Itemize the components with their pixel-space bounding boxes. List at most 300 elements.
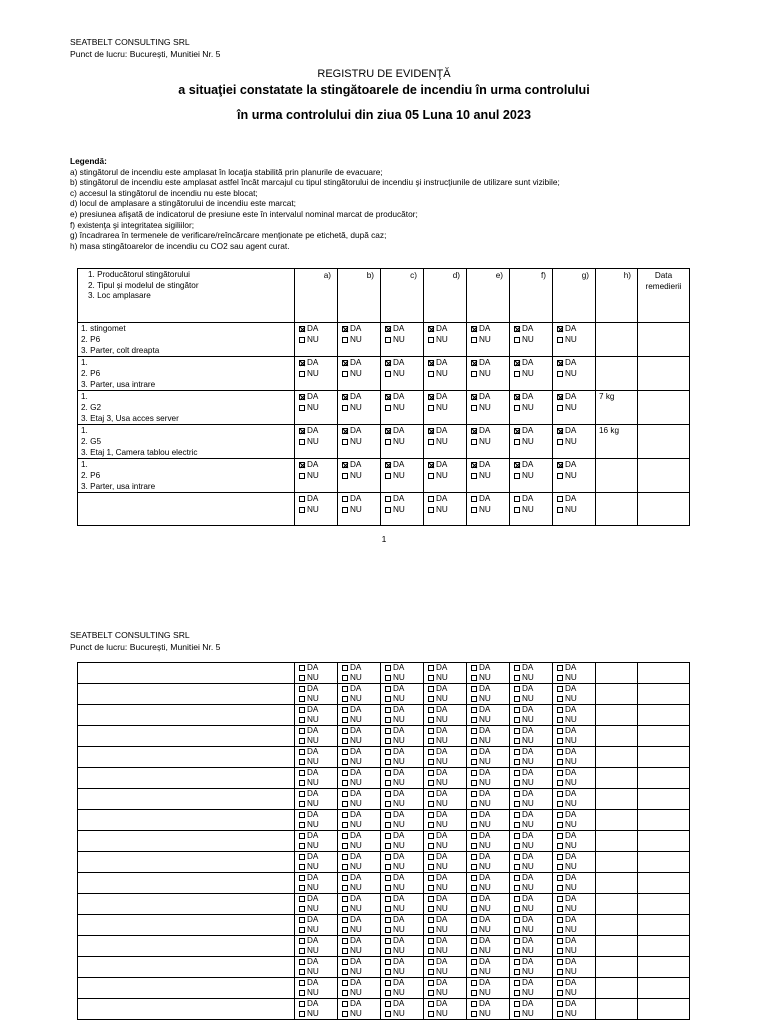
- empty-box-icon[interactable]: [514, 371, 520, 377]
- checked-box-icon[interactable]: [471, 462, 477, 468]
- unchecked-option[interactable]: [341, 957, 380, 967]
- unchecked-option[interactable]: [341, 694, 380, 704]
- unchecked-option[interactable]: [298, 799, 337, 809]
- empty-box-icon[interactable]: [299, 864, 305, 870]
- unchecked-option[interactable]: [298, 936, 337, 946]
- unchecked-option[interactable]: [513, 757, 552, 767]
- unchecked-option[interactable]: [384, 789, 423, 799]
- unchecked-option[interactable]: [427, 715, 466, 725]
- unchecked-option[interactable]: [427, 673, 466, 683]
- unchecked-option[interactable]: [513, 988, 552, 998]
- unchecked-option[interactable]: [341, 493, 380, 504]
- unchecked-option[interactable]: [341, 904, 380, 914]
- empty-box-icon[interactable]: [342, 969, 348, 975]
- empty-box-icon[interactable]: [385, 1011, 391, 1017]
- empty-box-icon[interactable]: [557, 337, 563, 343]
- unchecked-option[interactable]: [341, 768, 380, 778]
- empty-box-icon[interactable]: [471, 801, 477, 807]
- unchecked-option[interactable]: [298, 957, 337, 967]
- unchecked-option[interactable]: [556, 852, 595, 862]
- unchecked-option[interactable]: [556, 999, 595, 1009]
- empty-box-icon[interactable]: [514, 473, 520, 479]
- empty-box-icon[interactable]: [385, 875, 391, 881]
- unchecked-option[interactable]: [470, 757, 509, 767]
- empty-box-icon[interactable]: [557, 371, 563, 377]
- unchecked-option[interactable]: [556, 936, 595, 946]
- unchecked-option[interactable]: [513, 663, 552, 673]
- empty-box-icon[interactable]: [342, 854, 348, 860]
- unchecked-option[interactable]: [470, 493, 509, 504]
- empty-box-icon[interactable]: [514, 439, 520, 445]
- empty-box-icon[interactable]: [557, 854, 563, 860]
- unchecked-option[interactable]: [298, 368, 337, 379]
- empty-box-icon[interactable]: [342, 927, 348, 933]
- empty-box-icon[interactable]: [557, 906, 563, 912]
- checked-box-icon[interactable]: [471, 360, 477, 366]
- empty-box-icon[interactable]: [428, 707, 434, 713]
- unchecked-option[interactable]: [384, 915, 423, 925]
- unchecked-option[interactable]: [427, 894, 466, 904]
- checked-box-icon[interactable]: [557, 462, 563, 468]
- empty-box-icon[interactable]: [557, 507, 563, 513]
- unchecked-option[interactable]: [513, 789, 552, 799]
- unchecked-option[interactable]: [341, 470, 380, 481]
- unchecked-option[interactable]: [513, 368, 552, 379]
- empty-box-icon[interactable]: [299, 917, 305, 923]
- unchecked-option[interactable]: [470, 1009, 509, 1019]
- empty-box-icon[interactable]: [342, 749, 348, 755]
- empty-box-icon[interactable]: [428, 906, 434, 912]
- empty-box-icon[interactable]: [299, 728, 305, 734]
- empty-box-icon[interactable]: [428, 822, 434, 828]
- empty-box-icon[interactable]: [299, 405, 305, 411]
- empty-box-icon[interactable]: [299, 717, 305, 723]
- empty-box-icon[interactable]: [557, 759, 563, 765]
- unchecked-option[interactable]: [341, 925, 380, 935]
- unchecked-option[interactable]: [513, 894, 552, 904]
- empty-box-icon[interactable]: [514, 980, 520, 986]
- unchecked-option[interactable]: [384, 694, 423, 704]
- unchecked-option[interactable]: [470, 334, 509, 345]
- unchecked-option[interactable]: [556, 504, 595, 515]
- empty-box-icon[interactable]: [385, 717, 391, 723]
- checked-box-icon[interactable]: [428, 360, 434, 366]
- unchecked-option[interactable]: [470, 841, 509, 851]
- empty-box-icon[interactable]: [514, 854, 520, 860]
- empty-box-icon[interactable]: [428, 1001, 434, 1007]
- empty-box-icon[interactable]: [342, 780, 348, 786]
- empty-box-icon[interactable]: [342, 770, 348, 776]
- unchecked-option[interactable]: [427, 1009, 466, 1019]
- unchecked-option[interactable]: [513, 915, 552, 925]
- unchecked-option[interactable]: [556, 334, 595, 345]
- empty-box-icon[interactable]: [385, 371, 391, 377]
- empty-box-icon[interactable]: [428, 717, 434, 723]
- unchecked-option[interactable]: [341, 789, 380, 799]
- unchecked-option[interactable]: [384, 436, 423, 447]
- empty-box-icon[interactable]: [342, 1001, 348, 1007]
- empty-box-icon[interactable]: [428, 1011, 434, 1017]
- empty-box-icon[interactable]: [342, 405, 348, 411]
- empty-box-icon[interactable]: [428, 780, 434, 786]
- empty-box-icon[interactable]: [299, 473, 305, 479]
- unchecked-option[interactable]: [513, 493, 552, 504]
- empty-box-icon[interactable]: [385, 927, 391, 933]
- empty-box-icon[interactable]: [471, 990, 477, 996]
- unchecked-option[interactable]: [427, 368, 466, 379]
- checked-option[interactable]: [556, 425, 595, 436]
- unchecked-option[interactable]: [384, 957, 423, 967]
- empty-box-icon[interactable]: [514, 875, 520, 881]
- unchecked-option[interactable]: [427, 705, 466, 715]
- empty-box-icon[interactable]: [557, 885, 563, 891]
- empty-box-icon[interactable]: [342, 875, 348, 881]
- empty-box-icon[interactable]: [471, 822, 477, 828]
- unchecked-option[interactable]: [341, 663, 380, 673]
- empty-box-icon[interactable]: [342, 917, 348, 923]
- unchecked-option[interactable]: [341, 1009, 380, 1019]
- empty-box-icon[interactable]: [557, 917, 563, 923]
- checked-box-icon[interactable]: [428, 462, 434, 468]
- empty-box-icon[interactable]: [385, 507, 391, 513]
- empty-box-icon[interactable]: [557, 822, 563, 828]
- unchecked-option[interactable]: [513, 873, 552, 883]
- unchecked-option[interactable]: [470, 673, 509, 683]
- checked-box-icon[interactable]: [514, 394, 520, 400]
- checked-option[interactable]: [556, 323, 595, 334]
- empty-box-icon[interactable]: [557, 927, 563, 933]
- empty-box-icon[interactable]: [385, 707, 391, 713]
- unchecked-option[interactable]: [513, 862, 552, 872]
- empty-box-icon[interactable]: [557, 439, 563, 445]
- unchecked-option[interactable]: [470, 904, 509, 914]
- unchecked-option[interactable]: [298, 705, 337, 715]
- empty-box-icon[interactable]: [385, 473, 391, 479]
- unchecked-option[interactable]: [556, 757, 595, 767]
- empty-box-icon[interactable]: [299, 875, 305, 881]
- empty-box-icon[interactable]: [471, 675, 477, 681]
- unchecked-option[interactable]: [470, 470, 509, 481]
- checked-option[interactable]: [298, 459, 337, 470]
- empty-box-icon[interactable]: [385, 822, 391, 828]
- empty-box-icon[interactable]: [342, 675, 348, 681]
- empty-box-icon[interactable]: [557, 875, 563, 881]
- checked-option[interactable]: [384, 425, 423, 436]
- unchecked-option[interactable]: [341, 778, 380, 788]
- empty-box-icon[interactable]: [428, 675, 434, 681]
- unchecked-option[interactable]: [384, 757, 423, 767]
- empty-box-icon[interactable]: [428, 833, 434, 839]
- unchecked-option[interactable]: [341, 673, 380, 683]
- empty-box-icon[interactable]: [385, 337, 391, 343]
- unchecked-option[interactable]: [341, 799, 380, 809]
- unchecked-option[interactable]: [556, 925, 595, 935]
- checked-box-icon[interactable]: [428, 428, 434, 434]
- unchecked-option[interactable]: [427, 684, 466, 694]
- empty-box-icon[interactable]: [428, 896, 434, 902]
- checked-option[interactable]: [513, 425, 552, 436]
- empty-box-icon[interactable]: [385, 969, 391, 975]
- empty-box-icon[interactable]: [471, 749, 477, 755]
- unchecked-option[interactable]: [341, 726, 380, 736]
- empty-box-icon[interactable]: [514, 822, 520, 828]
- unchecked-option[interactable]: [298, 334, 337, 345]
- empty-box-icon[interactable]: [342, 686, 348, 692]
- unchecked-option[interactable]: [341, 334, 380, 345]
- checked-option[interactable]: [556, 357, 595, 368]
- unchecked-option[interactable]: [556, 883, 595, 893]
- unchecked-option[interactable]: [341, 705, 380, 715]
- unchecked-option[interactable]: [427, 873, 466, 883]
- checked-option[interactable]: [427, 323, 466, 334]
- unchecked-option[interactable]: [384, 883, 423, 893]
- empty-box-icon[interactable]: [342, 707, 348, 713]
- empty-box-icon[interactable]: [342, 473, 348, 479]
- empty-box-icon[interactable]: [299, 812, 305, 818]
- unchecked-option[interactable]: [470, 694, 509, 704]
- empty-box-icon[interactable]: [428, 337, 434, 343]
- unchecked-option[interactable]: [513, 831, 552, 841]
- checked-box-icon[interactable]: [428, 394, 434, 400]
- checked-option[interactable]: [470, 357, 509, 368]
- empty-box-icon[interactable]: [342, 738, 348, 744]
- empty-box-icon[interactable]: [385, 959, 391, 965]
- unchecked-option[interactable]: [513, 904, 552, 914]
- empty-box-icon[interactable]: [299, 780, 305, 786]
- checked-box-icon[interactable]: [299, 394, 305, 400]
- empty-box-icon[interactable]: [299, 896, 305, 902]
- empty-box-icon[interactable]: [342, 822, 348, 828]
- empty-box-icon[interactable]: [471, 686, 477, 692]
- unchecked-option[interactable]: [556, 873, 595, 883]
- empty-box-icon[interactable]: [342, 759, 348, 765]
- empty-box-icon[interactable]: [471, 833, 477, 839]
- empty-box-icon[interactable]: [471, 948, 477, 954]
- unchecked-option[interactable]: [298, 684, 337, 694]
- empty-box-icon[interactable]: [299, 749, 305, 755]
- empty-box-icon[interactable]: [299, 371, 305, 377]
- checked-option[interactable]: [384, 391, 423, 402]
- unchecked-option[interactable]: [298, 715, 337, 725]
- empty-box-icon[interactable]: [557, 707, 563, 713]
- unchecked-option[interactable]: [298, 862, 337, 872]
- empty-box-icon[interactable]: [428, 969, 434, 975]
- empty-box-icon[interactable]: [514, 696, 520, 702]
- empty-box-icon[interactable]: [299, 496, 305, 502]
- checked-option[interactable]: [556, 391, 595, 402]
- empty-box-icon[interactable]: [385, 728, 391, 734]
- empty-box-icon[interactable]: [385, 749, 391, 755]
- unchecked-option[interactable]: [384, 715, 423, 725]
- empty-box-icon[interactable]: [514, 337, 520, 343]
- empty-box-icon[interactable]: [557, 980, 563, 986]
- unchecked-option[interactable]: [384, 470, 423, 481]
- empty-box-icon[interactable]: [557, 675, 563, 681]
- unchecked-option[interactable]: [556, 747, 595, 757]
- checked-box-icon[interactable]: [557, 428, 563, 434]
- unchecked-option[interactable]: [427, 883, 466, 893]
- unchecked-option[interactable]: [470, 988, 509, 998]
- unchecked-option[interactable]: [298, 999, 337, 1009]
- unchecked-option[interactable]: [556, 694, 595, 704]
- empty-box-icon[interactable]: [557, 749, 563, 755]
- empty-box-icon[interactable]: [428, 980, 434, 986]
- empty-box-icon[interactable]: [471, 1001, 477, 1007]
- unchecked-option[interactable]: [298, 883, 337, 893]
- empty-box-icon[interactable]: [342, 717, 348, 723]
- empty-box-icon[interactable]: [471, 938, 477, 944]
- unchecked-option[interactable]: [427, 841, 466, 851]
- empty-box-icon[interactable]: [428, 507, 434, 513]
- unchecked-option[interactable]: [384, 726, 423, 736]
- empty-box-icon[interactable]: [514, 738, 520, 744]
- empty-box-icon[interactable]: [471, 665, 477, 671]
- empty-box-icon[interactable]: [385, 980, 391, 986]
- checked-option[interactable]: [384, 459, 423, 470]
- unchecked-option[interactable]: [384, 368, 423, 379]
- checked-box-icon[interactable]: [557, 326, 563, 332]
- unchecked-option[interactable]: [427, 915, 466, 925]
- empty-box-icon[interactable]: [385, 854, 391, 860]
- empty-box-icon[interactable]: [385, 770, 391, 776]
- empty-box-icon[interactable]: [514, 833, 520, 839]
- checked-option[interactable]: [427, 425, 466, 436]
- unchecked-option[interactable]: [513, 694, 552, 704]
- empty-box-icon[interactable]: [471, 770, 477, 776]
- empty-box-icon[interactable]: [471, 812, 477, 818]
- unchecked-option[interactable]: [556, 820, 595, 830]
- unchecked-option[interactable]: [427, 967, 466, 977]
- unchecked-option[interactable]: [513, 715, 552, 725]
- unchecked-option[interactable]: [384, 894, 423, 904]
- unchecked-option[interactable]: [470, 862, 509, 872]
- unchecked-option[interactable]: [384, 778, 423, 788]
- unchecked-option[interactable]: [513, 820, 552, 830]
- empty-box-icon[interactable]: [428, 812, 434, 818]
- unchecked-option[interactable]: [427, 436, 466, 447]
- unchecked-option[interactable]: [341, 915, 380, 925]
- empty-box-icon[interactable]: [342, 885, 348, 891]
- unchecked-option[interactable]: [298, 663, 337, 673]
- unchecked-option[interactable]: [427, 925, 466, 935]
- unchecked-option[interactable]: [470, 999, 509, 1009]
- empty-box-icon[interactable]: [514, 496, 520, 502]
- empty-box-icon[interactable]: [385, 948, 391, 954]
- unchecked-option[interactable]: [470, 778, 509, 788]
- empty-box-icon[interactable]: [428, 759, 434, 765]
- unchecked-option[interactable]: [470, 810, 509, 820]
- checked-option[interactable]: [341, 357, 380, 368]
- unchecked-option[interactable]: [470, 402, 509, 413]
- empty-box-icon[interactable]: [385, 917, 391, 923]
- unchecked-option[interactable]: [513, 726, 552, 736]
- unchecked-option[interactable]: [513, 999, 552, 1009]
- unchecked-option[interactable]: [513, 925, 552, 935]
- unchecked-option[interactable]: [470, 957, 509, 967]
- unchecked-option[interactable]: [556, 673, 595, 683]
- empty-box-icon[interactable]: [428, 959, 434, 965]
- unchecked-option[interactable]: [384, 988, 423, 998]
- checked-option[interactable]: [427, 357, 466, 368]
- empty-box-icon[interactable]: [385, 1001, 391, 1007]
- checked-option[interactable]: [384, 357, 423, 368]
- empty-box-icon[interactable]: [342, 990, 348, 996]
- unchecked-option[interactable]: [513, 978, 552, 988]
- empty-box-icon[interactable]: [299, 686, 305, 692]
- checked-box-icon[interactable]: [471, 326, 477, 332]
- unchecked-option[interactable]: [298, 841, 337, 851]
- unchecked-option[interactable]: [298, 967, 337, 977]
- unchecked-option[interactable]: [556, 493, 595, 504]
- empty-box-icon[interactable]: [342, 337, 348, 343]
- empty-box-icon[interactable]: [557, 801, 563, 807]
- unchecked-option[interactable]: [556, 967, 595, 977]
- empty-box-icon[interactable]: [385, 675, 391, 681]
- empty-box-icon[interactable]: [557, 728, 563, 734]
- unchecked-option[interactable]: [513, 936, 552, 946]
- empty-box-icon[interactable]: [471, 371, 477, 377]
- checked-box-icon[interactable]: [342, 326, 348, 332]
- empty-box-icon[interactable]: [471, 707, 477, 713]
- empty-box-icon[interactable]: [557, 969, 563, 975]
- empty-box-icon[interactable]: [342, 938, 348, 944]
- unchecked-option[interactable]: [513, 778, 552, 788]
- empty-box-icon[interactable]: [471, 507, 477, 513]
- unchecked-option[interactable]: [513, 402, 552, 413]
- empty-box-icon[interactable]: [471, 439, 477, 445]
- empty-box-icon[interactable]: [342, 728, 348, 734]
- unchecked-option[interactable]: [384, 334, 423, 345]
- unchecked-option[interactable]: [298, 402, 337, 413]
- unchecked-option[interactable]: [384, 799, 423, 809]
- checked-box-icon[interactable]: [385, 326, 391, 332]
- empty-box-icon[interactable]: [514, 948, 520, 954]
- empty-box-icon[interactable]: [385, 896, 391, 902]
- unchecked-option[interactable]: [298, 436, 337, 447]
- unchecked-option[interactable]: [298, 778, 337, 788]
- empty-box-icon[interactable]: [428, 875, 434, 881]
- checked-box-icon[interactable]: [385, 360, 391, 366]
- empty-box-icon[interactable]: [299, 854, 305, 860]
- empty-box-icon[interactable]: [299, 843, 305, 849]
- checked-box-icon[interactable]: [342, 360, 348, 366]
- unchecked-option[interactable]: [384, 999, 423, 1009]
- empty-box-icon[interactable]: [557, 864, 563, 870]
- empty-box-icon[interactable]: [514, 1001, 520, 1007]
- unchecked-option[interactable]: [470, 715, 509, 725]
- checked-option[interactable]: [513, 391, 552, 402]
- unchecked-option[interactable]: [470, 504, 509, 515]
- unchecked-option[interactable]: [384, 705, 423, 715]
- checked-box-icon[interactable]: [299, 428, 305, 434]
- empty-box-icon[interactable]: [385, 906, 391, 912]
- empty-box-icon[interactable]: [385, 864, 391, 870]
- unchecked-option[interactable]: [384, 946, 423, 956]
- checked-option[interactable]: [470, 391, 509, 402]
- checked-option[interactable]: [341, 323, 380, 334]
- unchecked-option[interactable]: [298, 946, 337, 956]
- unchecked-option[interactable]: [470, 894, 509, 904]
- unchecked-option[interactable]: [341, 736, 380, 746]
- empty-box-icon[interactable]: [342, 507, 348, 513]
- empty-box-icon[interactable]: [557, 791, 563, 797]
- empty-box-icon[interactable]: [471, 843, 477, 849]
- empty-box-icon[interactable]: [428, 665, 434, 671]
- checked-box-icon[interactable]: [299, 462, 305, 468]
- unchecked-option[interactable]: [341, 831, 380, 841]
- empty-box-icon[interactable]: [514, 791, 520, 797]
- empty-box-icon[interactable]: [557, 496, 563, 502]
